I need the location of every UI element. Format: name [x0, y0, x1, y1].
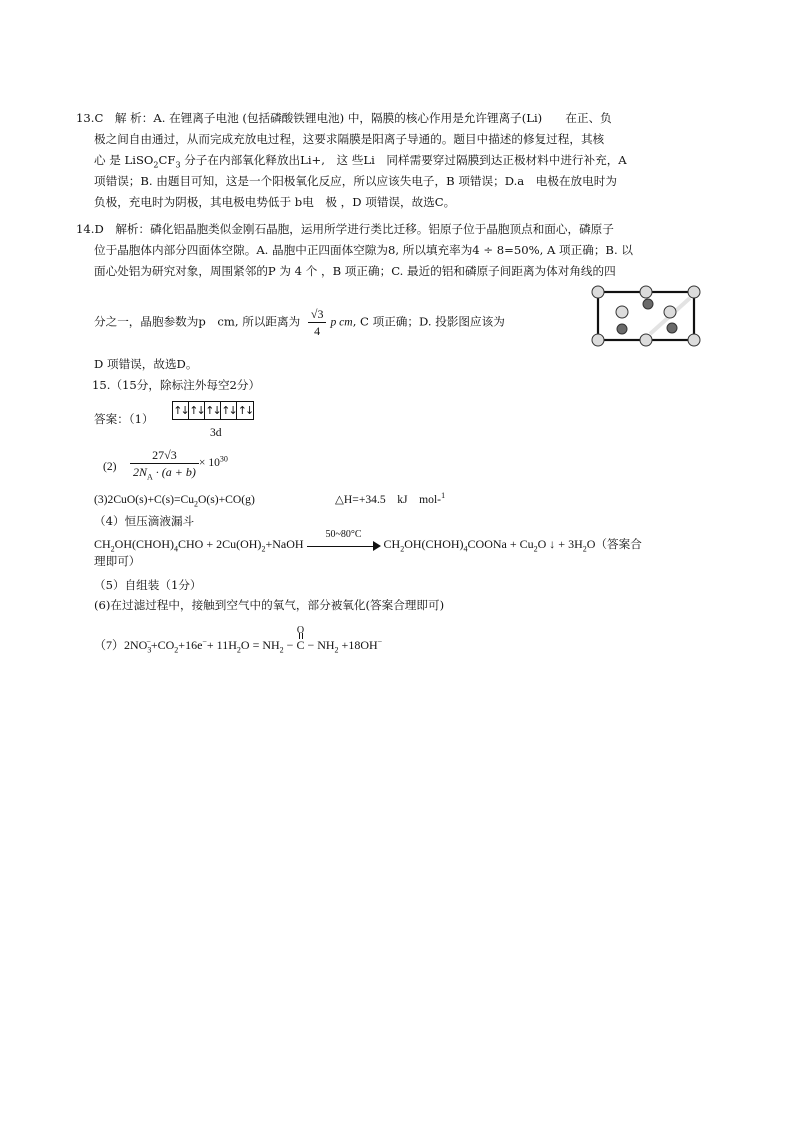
q13-line-4: 项错误；B. 由题目可知，这是一个阳极氧化反应，所以应该失电子，B 项错误；D.a 电极在放电时为 — [94, 174, 617, 188]
answer-label: 答案：（1） — [94, 412, 154, 426]
q13-line-3: 心 是 $LiSO_2CF_3$ 分子在内部氧化释放出Li+, 这 些Li 同样需要穿过隔膜到达正极材料中进行补充，A — [94, 153, 627, 170]
part-6-answer: (6)在过滤过程中，接触到空气中的氧气，部分被氧化(答案合理即可) — [94, 598, 445, 612]
q15-header: 15.（15分，除标注外每空2分） — [92, 378, 261, 392]
q13-line-2: 极之间自由通过，从而完成充放电过程，这要求隔膜是阳离子导通的。题目中描述的修复过程，其核 — [94, 132, 605, 146]
part-4-answer: （4）恒压滴液漏斗 — [94, 514, 195, 528]
orbital-box-5: ↑↓ — [237, 404, 253, 417]
corner-atom-tl — [592, 286, 604, 298]
sqrt3-over-4-fraction: $\frac{√3}{4}$ — [308, 307, 327, 338]
orbital-label: 3d — [210, 426, 222, 439]
part-3-enthalpy: △H=+34.5 kJ mol-$^1$ — [335, 491, 446, 506]
q14-line-4: 分之一，晶胞参数为p cm, 所以距离为 $\frac{√3}{4}$ p cm, C 项正确；D. 投影图应该为 — [94, 307, 505, 338]
orbital-diagram-3d — [172, 401, 254, 420]
corner-atom-bm — [640, 334, 652, 346]
q14-line-3: 面心处铝为研究对象，周围紧邻的P 为 4 个 ，B 项正确；C. 最近的铝和磷原子间距离为体对角线的四 — [94, 264, 616, 278]
corner-atom-tm — [640, 286, 652, 298]
p-atom-2 — [617, 324, 627, 334]
density-fraction: $\frac{27√3}{2N_A \cdot (a + b)}$ — [130, 448, 199, 479]
orbital-box-1: ↑↓ — [173, 404, 188, 417]
corner-atom-bl — [592, 334, 604, 346]
glucose-oxidation-equation: $CH_2OH(CHOH)_4CHO$ + $2Cu(OH)_2+NaOH$ 50~80°C $CH_2OH(CHOH)_4COONa + Cu_2O$ ↓ + $3H_2O$（答案合 — [94, 529, 642, 554]
q14-line-1: 14.D 解析：磷化铝晶胞类似金刚石晶胞，运用所学进行类比迁移。铝原子位于晶胞顶点和面心，磷原子 — [76, 222, 614, 236]
part-5-answer: （5）自组装（1分） — [94, 578, 202, 592]
part-3-equation: $(3)2CuO(s)+C(s)=Cu_2O(s)+CO(g)$ — [94, 493, 255, 509]
part-2-label: (2) — [103, 460, 117, 473]
p-atom-1 — [643, 299, 653, 309]
q13-line-5: 负极，充电时为阴极，其电极电势低于 b电 极 ，D 项错误，故选C。 — [94, 195, 456, 209]
q14-line-2: 位于晶胞体内部分四面体空隙。A. 晶胞中正四面体空隙为8, 所以填充率为4 ÷ 8=50%, A 项正确；B. 以 — [94, 243, 633, 257]
face-atom-r — [664, 306, 676, 318]
orbital-box-4: ↑↓ — [221, 404, 236, 417]
corner-atom-tr — [688, 286, 700, 298]
equation-note-continued: 理即可） — [94, 554, 141, 568]
orbital-box-2: ↑↓ — [189, 404, 204, 417]
orbital-box-3: ↑↓ — [205, 404, 220, 417]
p-atom-3 — [667, 323, 677, 333]
part-7-equation: $(7)2NO_3^-+CO_2+16e^-+ 11H_2O = NH_2 - C$ − NH O $_2$ +18OH− — [94, 625, 383, 655]
q13-line-1: 13.C 解 析：A. 在锂离子电池 (包括磷酸铁锂电池) 中，隔膜的核心作用是允许锂离子(Li) 在正、负 — [76, 111, 612, 125]
face-atom-l — [616, 306, 628, 318]
part-2-formula: $\frac{27√3}{2N_A \cdot (a + b)}$ × $10^{30}$ — [130, 448, 228, 479]
q14-line-5: D 项错误，故选D。 — [94, 357, 198, 371]
projection-diagram — [590, 284, 702, 348]
reaction-arrow: 50~80°C — [307, 537, 381, 553]
corner-atom-br — [688, 334, 700, 346]
urea-formula: $O = NH_2 - C$ − NH O $_2$ — [240, 625, 339, 655]
